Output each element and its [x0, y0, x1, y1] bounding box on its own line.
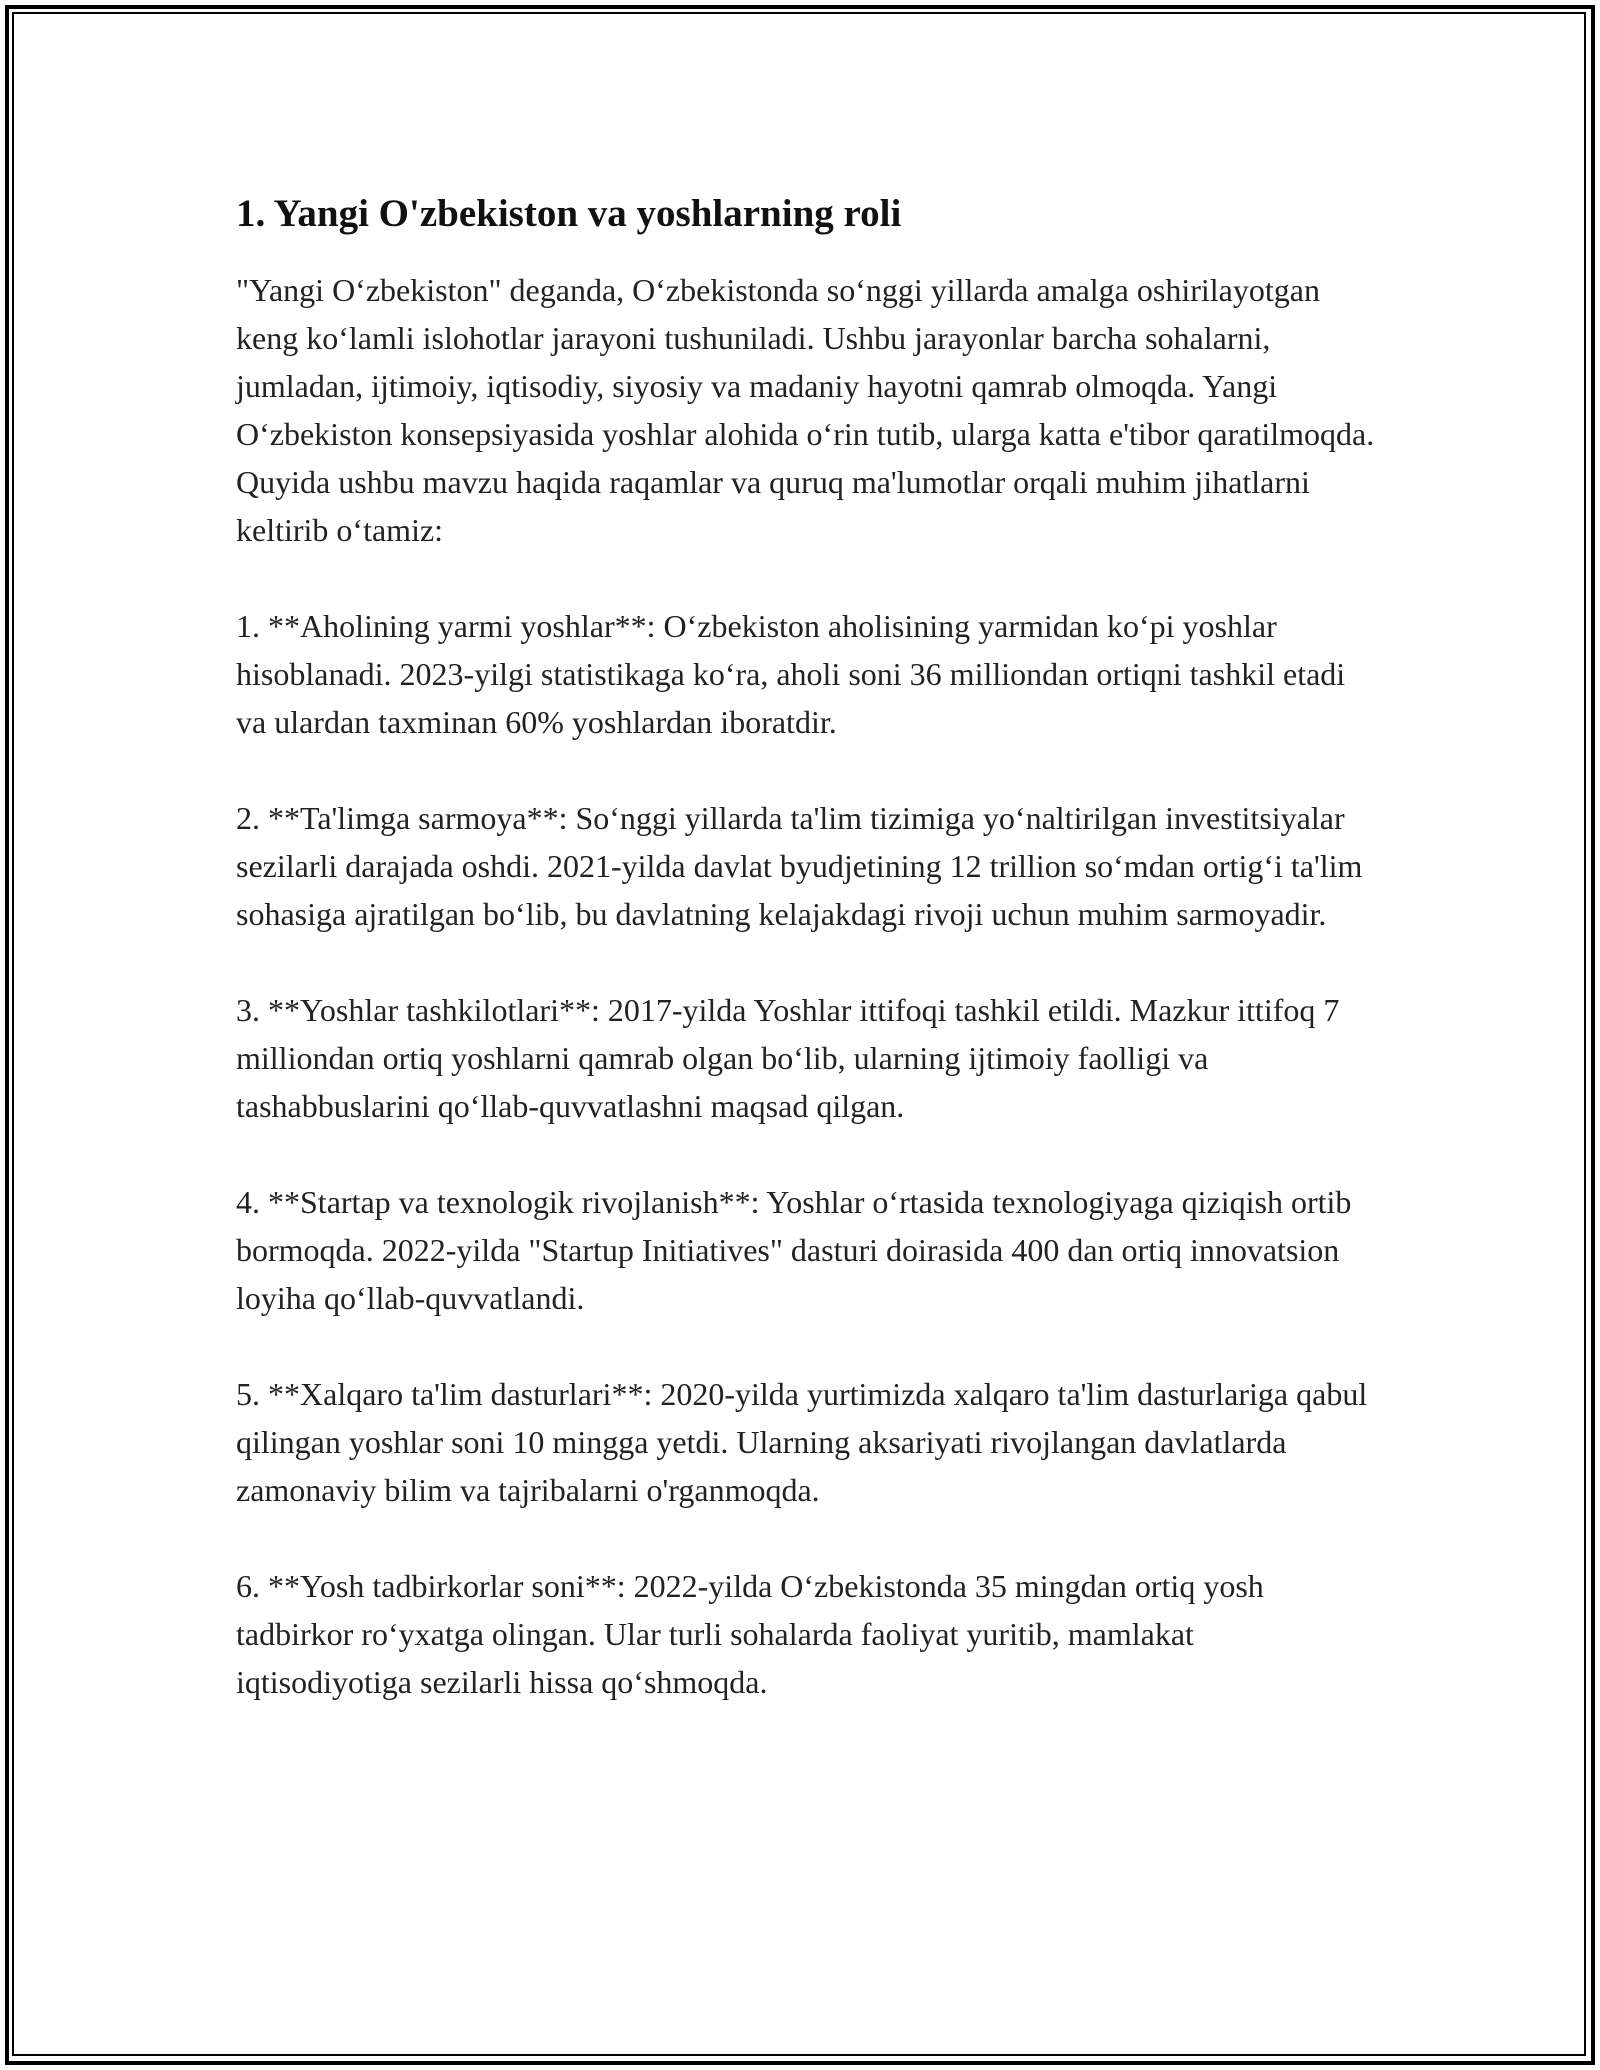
list-item-youth-organizations: 3. **Yoshlar tashkilotlari**: 2017-yilda Yoshlar ittifoqi tashkil etildi. Mazkur ittifoq 7 milliondan ortiq yoshlarni qamrab olgan bo‘lib, ularning ijtimoiy faolligi va tashabbuslarini qo‘llab-quvvatlashni maqsad qilgan.	[236, 992, 1340, 1124]
document-title: 1. Yangi O'zbekiston va yoshlarning roli	[236, 192, 902, 235]
document-body	[236, 188, 1376, 1754]
list-item-young-entrepreneurs: 6. **Yosh tadbirkorlar soni**: 2022-yilda O‘zbekistonda 35 mingdan ortiq yosh tadbirkor ro‘yxatga olingan. Ular turli sohalarda faoliyat yuritib, mamlakat iqtisodiyotiga sezilarli hissa qo‘shmoqda.	[236, 1568, 1264, 1700]
list-item-education-investment: 2. **Ta'limga sarmoya**: So‘nggi yillarda ta'lim tizimiga yo‘naltirilgan investitsiyalar sezilarli darajada oshdi. 2021-yilda davlat byudjetining 12 trillion so‘mdan ortig‘i ta'lim sohasiga ajratilgan bo‘lib, bu davlatning kelajakdagi rivoji uchun muhim sarmoyadir.	[236, 800, 1363, 932]
list-item-youth-population: 1. **Aholining yarmi yoshlar**: O‘zbekiston aholisining yarmidan ko‘pi yoshlar hisoblanadi. 2023-yilgi statistikaga ko‘ra, aholi soni 36 milliondan ortiqni tashkil etadi va ulardan taxminan 60% yoshlardan iboratdir.	[236, 608, 1346, 740]
list-item-startups-technology: 4. **Startap va texnologik rivojlanish**: Yoshlar o‘rtasida texnologiyaga qiziqish ortib bormoqda. 2022-yilda "Startup Initiatives" dasturi doirasida 400 dan ortiq innovatsion loyiha qo‘llab-quvvatlandi.	[236, 1184, 1352, 1316]
intro-paragraph: "Yangi O‘zbekiston" deganda, O‘zbekistonda so‘nggi yillarda amalga oshirilayotgan keng ko‘lamli islohotlar jarayoni tushuniladi. Ushbu jarayonlar barcha sohalarni, jumladan, ijtimoiy, iqtisodiy, siyosiy va madaniy hayotni qamrab olmoqda. Yangi O‘zbekiston konsepsiyasida yoshlar alohida o‘rin tutib, ularga katta e'tibor qaratilmoqda. Quyida ushbu mavzu haqida raqamlar va quruq ma'lumotlar orqali muhim jihatlarni keltirib o‘tamiz:	[236, 272, 1375, 548]
list-item-international-education: 5. **Xalqaro ta'lim dasturlari**: 2020-yilda yurtimizda xalqaro ta'lim dasturlariga qabul qilingan yoshlar soni 10 mingga yetdi. Ularning aksariyati rivojlangan davlatlarda zamonaviy bilim va tajribalarni o'rganmoqda.	[236, 1376, 1368, 1508]
